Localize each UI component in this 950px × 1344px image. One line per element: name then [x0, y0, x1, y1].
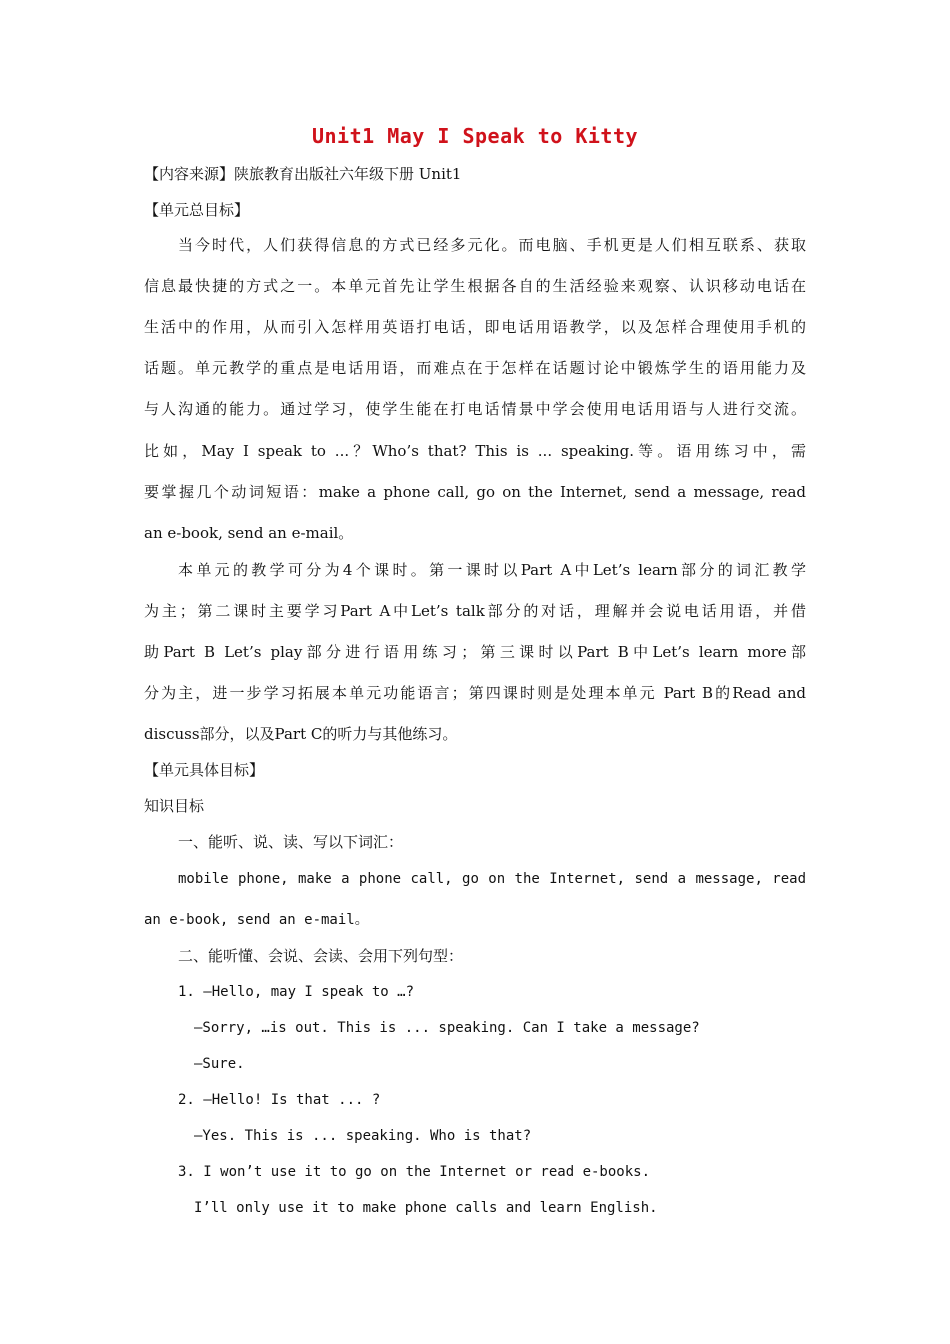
overall-paragraph-line: 当今时代，人们获得信息的方式已经多元化。而电脑、手机更是人们相互联系、获取 [178, 236, 806, 254]
overall-paragraph-line: 话题。单元教学的重点是电话用语，而难点在于怎样在话题讨论中锻炼学生的语用能力及 [144, 359, 806, 377]
overall-paragraph-line: 生活中的作用，从而引入怎样用英语打电话，即电话用语教学，以及怎样合理使用手机的 [144, 318, 806, 336]
vocabulary-heading: 一、能听、说、读、写以下词汇： [178, 833, 404, 851]
sentence-pattern-line: —Sure. [194, 1056, 245, 1072]
sentence-pattern-line: —Sorry, …is out. This is ... speaking. Can I take a message? [194, 1020, 700, 1036]
sentence-patterns-heading: 二、能听懂、会说、会读、会用下列句型： [178, 947, 464, 965]
section-heading-overall-goal: 【单元总目标】 [144, 201, 250, 219]
sentence-pattern-line: I’ll only use it to make phone calls and learn English. [194, 1200, 658, 1216]
vocabulary-line: an e-book, send an e-mail。 [144, 912, 369, 928]
sentence-pattern-line: 2. —Hello! Is that ... ? [178, 1092, 381, 1108]
content-source: 【内容来源】陕旅教育出版社六年级下册 Unit1 [144, 165, 462, 183]
document-title: Unit1 May I Speak to Kitty [311, 124, 639, 148]
lessons-paragraph-line: 分为主，进一步学习拓展本单元功能语言；第四课时则是处理本单元 Part B的Read and [144, 684, 806, 702]
overall-paragraph-line: an e-book, send an e-mail。 [144, 524, 354, 542]
section-heading-specific-goal: 【单元具体目标】 [144, 761, 265, 779]
sentence-pattern-line: 3. I won’t use it to go on the Internet or read e-books. [178, 1164, 651, 1180]
knowledge-goal-heading: 知识目标 [144, 797, 205, 815]
lessons-paragraph-line: 本单元的教学可分为4个课时。第一课时以Part A中Let’s learn部分的词汇教学 [178, 561, 806, 579]
overall-paragraph-line: 比如，May I speak to ...？Who’s that? This is ... speaking.等。语用练习中，需 [144, 442, 806, 460]
lessons-paragraph-line: 助Part B Let’s play部分进行语用练习；第三课时以Part B中Let’s learn more部 [144, 643, 806, 661]
overall-paragraph-line: 要掌握几个动词短语：make a phone call, go on the Internet, send a message, read [144, 483, 806, 501]
lessons-paragraph-line: 为主；第二课时主要学习Part A中Let’s talk部分的对话，理解并会说电话用语，并借 [144, 602, 806, 620]
vocabulary-line: mobile phone, make a phone call, go on the Internet, send a message, read [178, 871, 806, 887]
lessons-paragraph-line: discuss部分，以及Part C的听力与其他练习。 [144, 725, 458, 743]
overall-paragraph-line: 信息最快捷的方式之一。本单元首先让学生根据各自的生活经验来观察、认识移动电话在 [144, 277, 806, 295]
sentence-pattern-line: —Yes. This is ... speaking. Who is that? [194, 1128, 532, 1144]
overall-paragraph-line: 与人沟通的能力。通过学习，使学生能在打电话情景中学会使用电话用语与人进行交流。 [144, 400, 806, 418]
sentence-pattern-line: 1. —Hello, may I speak to …? [178, 984, 415, 1000]
